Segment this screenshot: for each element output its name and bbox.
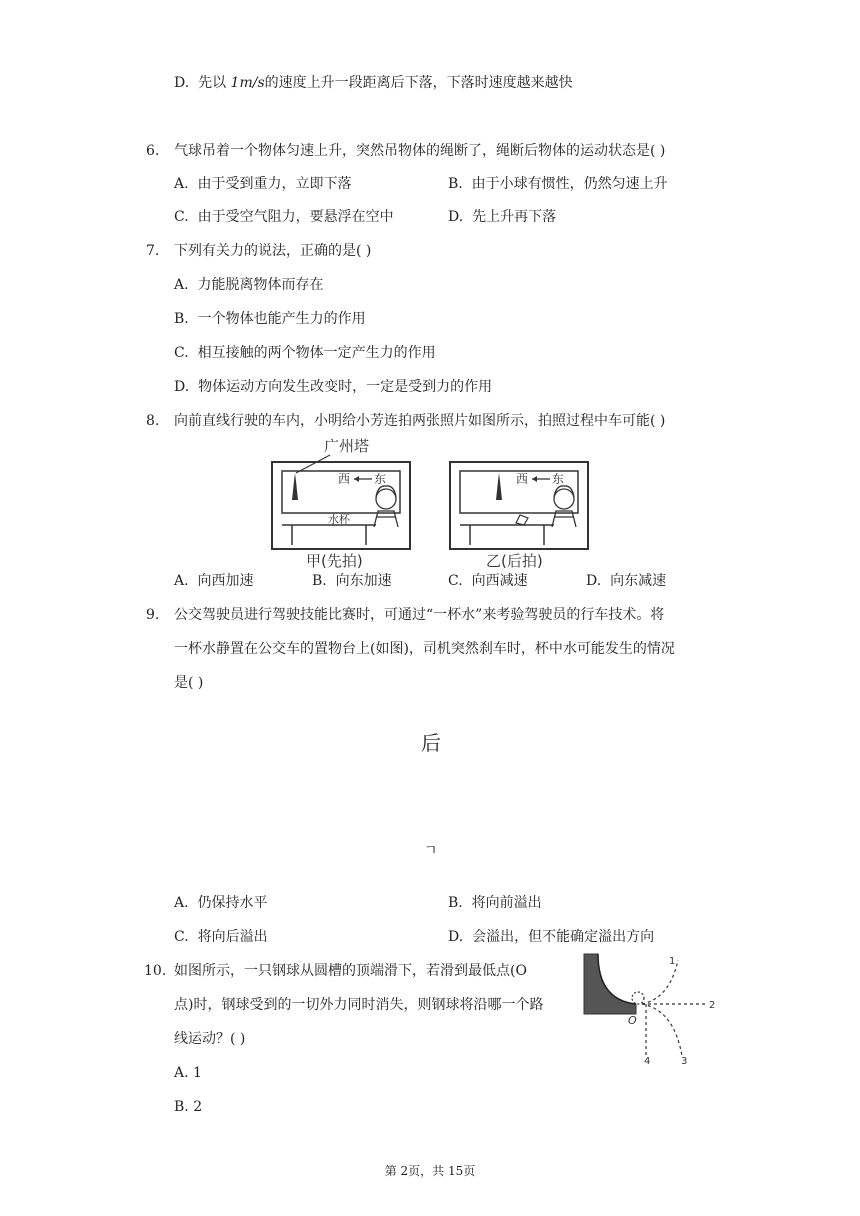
photo-left [272, 462, 410, 549]
groove-icon [584, 954, 636, 1014]
ball-icon [632, 992, 644, 1004]
option-label: C. [174, 209, 189, 225]
q7-option-c [174, 343, 436, 363]
option-text: 力能脱离物体而存在 [197, 277, 324, 293]
option-text-pre: 先以 [198, 75, 231, 91]
q7-option-a [174, 275, 323, 295]
question-number: 6. [146, 143, 160, 159]
option-text: 物体运动方向发生改变时，一定是受到力的作用 [198, 379, 493, 395]
option-label: C. [174, 345, 189, 361]
direction-east: 东 [374, 472, 387, 486]
option-text: 将向前溢出 [471, 895, 542, 911]
option-text: 仍保持水平 [197, 895, 268, 911]
option-text-post: 的速度上升一段距离后下落，下落时速度越来越快 [264, 75, 573, 91]
option-text: 相互接触的两个物体一定产生力的作用 [197, 345, 436, 361]
girl-icon [374, 486, 398, 527]
option-label: D. [174, 75, 190, 91]
option-text: 2 [193, 1099, 203, 1115]
girl-icon [552, 486, 576, 527]
option-label: B. [448, 895, 463, 911]
question-stem: 向前直线行驶的车内，小明给小芳连拍两张照片如图所示，拍照过程中车可能( ) [174, 413, 666, 429]
direction-east: 东 [552, 472, 565, 486]
caption-right: 乙(后拍) [486, 552, 543, 569]
question-number: 8. [146, 413, 160, 429]
direction-west: 西 [338, 472, 351, 486]
caption-left: 甲(先拍) [306, 552, 363, 569]
q6-option-c [174, 207, 394, 227]
option-text: 由于小球有惯性，仍然匀速上升 [471, 176, 668, 192]
q10-option-b [174, 1097, 202, 1117]
q8-option-a [174, 571, 253, 591]
option-label: A. [174, 1065, 189, 1081]
question-stem-line2: 点)时，钢球受到的一切外力同时消失，则钢球将沿哪一个路 [174, 997, 544, 1013]
option-math: 1m/s [230, 75, 265, 91]
option-label: B. [312, 573, 327, 589]
option-text: 将向后溢出 [197, 929, 268, 945]
option-label: C. [448, 573, 463, 589]
q9-figure-label: 后 [421, 731, 441, 755]
option-text: 一个物体也能产生力的作用 [197, 311, 366, 327]
option-text: 向东加速 [335, 573, 392, 589]
option-text: 由于受空气阻力，要悬浮在空中 [197, 209, 394, 225]
cup-label: 水杯 [328, 513, 350, 526]
option-label: A. [174, 895, 189, 911]
option-label: D. [586, 573, 602, 589]
option-label: D. [448, 929, 464, 945]
option-text: 向西加速 [197, 573, 254, 589]
q6-option-a [174, 174, 351, 194]
question-number: 9. [146, 607, 160, 623]
tower-icon [292, 473, 298, 500]
option-label: A. [174, 176, 189, 192]
option-text: 会溢出，但不能确定溢出方向 [472, 929, 655, 945]
direction-west: 西 [516, 472, 529, 486]
option-label: B. [174, 1099, 189, 1115]
q5-option-d [174, 73, 573, 93]
question-stem-line2: 一杯水静置在公交车的置物台上(如图)，司机突然刹车时，杯中水可能发生的情况 [174, 641, 675, 657]
path-label-2: 2 [709, 1000, 716, 1011]
question-number: 7. [146, 243, 160, 259]
q6-option-b [448, 174, 668, 194]
q9-figure-mark: ㄱ [424, 843, 438, 859]
photo-right [450, 462, 588, 549]
path-label-1: 1 [669, 956, 676, 967]
option-text: 1 [193, 1065, 202, 1081]
q10-figure [580, 952, 720, 1068]
option-label: D. [448, 209, 464, 225]
tower-icon [496, 473, 502, 500]
question-stem-line3: 线运动？( ) [174, 1031, 246, 1047]
q8-option-b [312, 571, 392, 591]
question-stem: 下列有关力的说法，正确的是( ) [174, 243, 372, 259]
q9-option-b [448, 893, 542, 913]
q9-option-c [174, 927, 268, 947]
option-label: C. [174, 929, 189, 945]
option-label: A. [174, 277, 189, 293]
question-stem-line1: 如图所示，一只钢球从圆槽的顶端滑下，若滑到最低点(O [174, 963, 527, 979]
path-label-4: 4 [644, 1056, 651, 1067]
q8-option-d [586, 571, 666, 591]
tower-label: 广州塔 [324, 437, 370, 455]
q7-option-d [174, 377, 492, 397]
q8-figure [270, 433, 600, 569]
option-text: 由于受到重力，立即下落 [197, 176, 352, 192]
question-stem-line3: 是( ) [174, 675, 204, 691]
option-label: A. [174, 573, 189, 589]
option-text: 向西减速 [471, 573, 528, 589]
question-stem-line1: 公交驾驶员进行驾驶技能比赛时，可通过“一杯水”来考验驾驶员的行车技术。将 [174, 607, 665, 623]
q6-option-d [448, 207, 556, 227]
q9-option-a [174, 893, 267, 913]
path-label-3: 3 [681, 1056, 688, 1067]
option-text: 先上升再下落 [472, 209, 557, 225]
q8-option-c [448, 571, 528, 591]
option-label: B. [448, 176, 463, 192]
cup-icon [516, 515, 528, 525]
question-number: 10. [144, 963, 167, 979]
q9-option-d [448, 927, 654, 947]
option-label: B. [174, 311, 189, 327]
option-text: 向东减速 [610, 573, 667, 589]
q7-option-b [174, 309, 366, 329]
q10-option-a [174, 1063, 202, 1083]
question-stem: 气球吊着一个物体匀速上升，突然吊物体的绳断了，绳断后物体的运动状态是( ) [174, 143, 666, 159]
page-footer: 第 2页，共 15页 [384, 1164, 476, 1178]
option-label: D. [174, 379, 190, 395]
point-label-o: O [628, 1014, 637, 1027]
